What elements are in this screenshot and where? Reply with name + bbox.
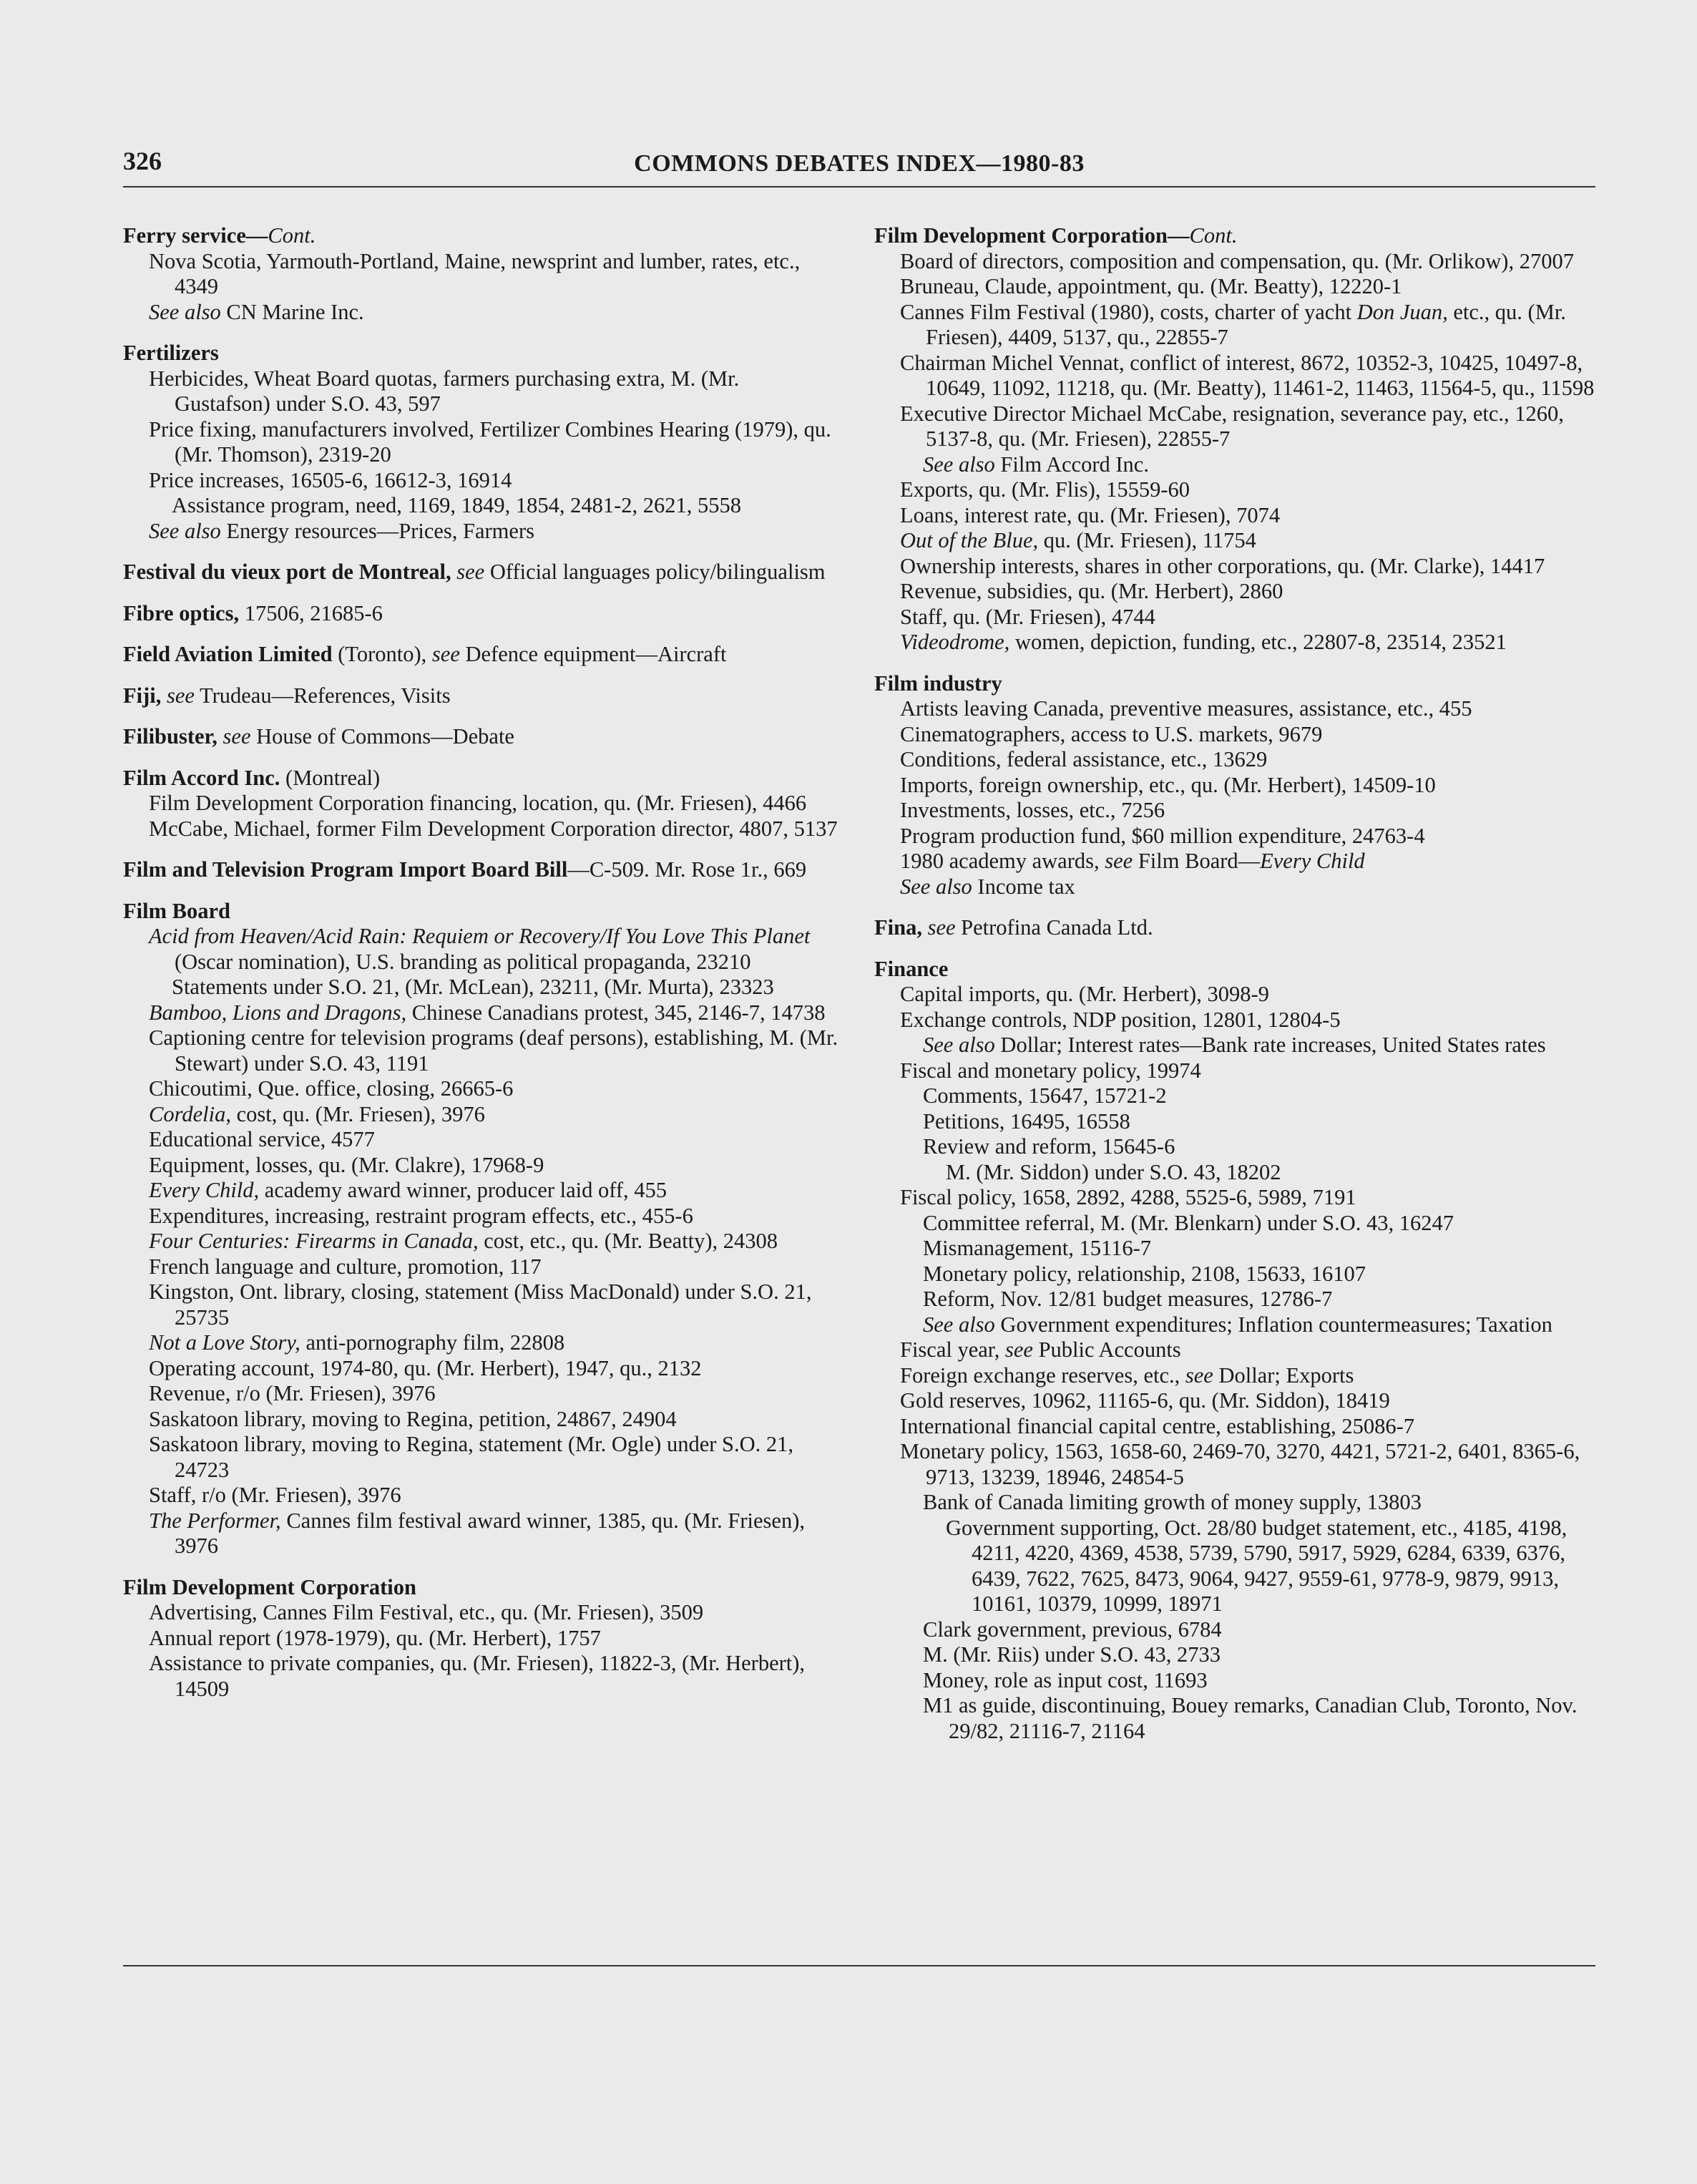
subentry-text: Gold reserves, 10962, 11165-6, qu. (Mr. Siddon), 18419 <box>900 1388 1390 1413</box>
heading-dash: — <box>1168 223 1190 248</box>
subentry-line <box>149 1651 838 1702</box>
subentry-text: Kingston, Ont. library, closing, statement (Miss MacDonald) under S.O. 21, 25735 <box>149 1279 812 1330</box>
subentry-italic: See also <box>923 1033 995 1057</box>
subentry-line <box>900 722 1597 748</box>
subentry-line <box>149 468 838 494</box>
subentry-text: Bruneau, Claude, appointment, qu. (Mr. Beatty), 12220-1 <box>900 274 1402 298</box>
entry-heading <box>123 560 838 585</box>
index-entry <box>123 223 838 325</box>
index-entry <box>874 915 1597 941</box>
subentry-text: Capital imports, qu. (Mr. Herbert), 3098-9 <box>900 982 1269 1006</box>
entry-heading <box>123 724 838 750</box>
entry-heading <box>123 857 838 883</box>
heading-term: Fertilizers <box>123 341 219 365</box>
subentry-text: Expenditures, increasing, restraint program effects, etc., 455-6 <box>149 1203 693 1228</box>
subentry-text: Clark government, previous, 6784 <box>923 1617 1222 1642</box>
subentry-text: Bank of Canada limiting growth of money supply, 13803 <box>923 1490 1422 1514</box>
subentry-text: Fiscal year, <box>900 1337 1005 1362</box>
subentry-text: Price fixing, manufacturers involved, Fertilizer Combines Hearing (1979), qu. (Mr. Thomson), 2319-20 <box>149 416 831 467</box>
entry-heading <box>123 223 838 249</box>
heading-term: Filibuster, <box>123 724 217 749</box>
subentry-line <box>923 1236 1597 1262</box>
subentry-text: etc., qu. (Mr. Friesen), 4409, 5137, qu., 22855-7 <box>926 299 1566 349</box>
subentry-text: Exports, qu. (Mr. Flis), 15559-60 <box>900 477 1190 502</box>
heading-rest: House of Commons—Debate <box>250 724 514 749</box>
subentry-line <box>900 874 1597 900</box>
subentry-text: Assistance program, need, 1169, 1849, 1854, 2481-2, 2621, 5558 <box>172 493 741 517</box>
subentry-italic: The Performer, <box>149 1508 281 1533</box>
subentry-line <box>923 1287 1597 1312</box>
subentry-text: Film Development Corporation financing, location, qu. (Mr. Friesen), 4466 <box>149 791 807 815</box>
left-column <box>123 223 838 1717</box>
heading-term: Fibre optics, <box>123 600 240 625</box>
subentry-text: Chicoutimi, Que. office, closing, 26665-6 <box>149 1076 514 1101</box>
index-entry <box>123 766 838 842</box>
subentry-text: Money, role as input cost, 11693 <box>923 1667 1208 1692</box>
subentry-italic: Cordelia, <box>149 1101 231 1126</box>
entry-heading <box>123 899 838 925</box>
index-entry <box>874 223 1597 655</box>
subentry-text: Captioning centre for television programs (deaf persons), establishing, M. (Mr. Stewart) under S.O. 43, 1191 <box>149 1025 838 1076</box>
subentry-text: Committee referral, M. (Mr. Blenkarn) under S.O. 43, 16247 <box>923 1210 1454 1235</box>
index-entry <box>123 683 838 709</box>
subentry-line <box>923 1617 1597 1643</box>
subentry-line <box>149 1600 838 1626</box>
subentry-line <box>149 1483 838 1508</box>
subentry-text: cost, qu. (Mr. Friesen), 3976 <box>230 1101 485 1126</box>
subentry-text: French language and culture, promotion, 117 <box>149 1254 542 1279</box>
subentry-line <box>900 824 1597 849</box>
subentry-line <box>900 1414 1597 1440</box>
subentry-line <box>946 1160 1597 1186</box>
subentry-text: Saskatoon library, moving to Regina, statement (Mr. Ogle) under S.O. 21, 24723 <box>149 1432 794 1482</box>
index-entry <box>123 1575 838 1702</box>
subentry-text: Petitions, 16495, 16558 <box>923 1108 1130 1134</box>
subentry-line <box>900 249 1597 275</box>
subentry-line <box>900 982 1597 1008</box>
subentry-line <box>149 1279 838 1330</box>
subentry-text: Saskatoon library, moving to Regina, petition, 24867, 24904 <box>149 1406 677 1431</box>
subentry-line <box>149 519 838 545</box>
subentry-line <box>149 300 838 326</box>
subentry-line <box>149 1229 838 1254</box>
subentry-line <box>149 1626 838 1652</box>
subentry-line <box>900 401 1597 452</box>
subentry-line <box>900 696 1597 722</box>
heading-rest: 17506, 21685-6 <box>239 600 383 625</box>
subentry-italic: Acid from Heaven/Acid Rain: Requiem or Recovery/If You Love This Planet <box>149 924 811 948</box>
subentry-text: Artists leaving Canada, preventive measures, assistance, etc., 455 <box>900 696 1472 721</box>
subentry-italic: Every Child, <box>149 1178 260 1202</box>
subentry-line <box>900 1185 1597 1211</box>
subentry-line <box>923 1668 1597 1694</box>
heading-term: Film Development Corporation <box>123 1574 416 1599</box>
subentry-text: Energy resources—Prices, Farmers <box>220 518 534 543</box>
heading-term: Film industry <box>874 671 1002 696</box>
subentry-line <box>149 1508 838 1559</box>
subentry-italic: Bamboo, Lions and Dragons, <box>149 1000 407 1025</box>
subentry-text: Foreign exchange reserves, etc., <box>900 1362 1185 1388</box>
subentry-text: CN Marine Inc. <box>220 299 364 324</box>
subentry-text: Price increases, 16505-6, 16612-3, 16914 <box>149 467 512 492</box>
subentry-text: Exchange controls, NDP position, 12801, 12804-5 <box>900 1007 1341 1032</box>
subentry-line <box>149 1407 838 1433</box>
entry-heading <box>874 915 1597 941</box>
subentry-line <box>149 1254 838 1280</box>
subentry-text: Loans, interest rate, qu. (Mr. Friesen), 7074 <box>900 502 1281 527</box>
heading-term: Finance <box>874 956 949 981</box>
subentry-line <box>149 1153 838 1179</box>
entry-heading <box>123 1575 838 1601</box>
subentry-line <box>900 579 1597 605</box>
subentry-text: Mismanagement, 15116-7 <box>923 1236 1152 1260</box>
subentry-text: Review and reform, 15645-6 <box>923 1134 1175 1159</box>
subentry-line <box>900 1337 1597 1363</box>
entry-heading <box>123 341 838 366</box>
subentry-line <box>900 605 1597 630</box>
subentry-text: M. (Mr. Riis) under S.O. 43, 2733 <box>923 1642 1221 1667</box>
subentry-text: Cinematographers, access to U.S. markets, 9679 <box>900 721 1323 746</box>
heading-italic: see <box>921 915 956 940</box>
heading-italic: Cont. <box>1189 223 1238 248</box>
subentry-text: Statements under S.O. 21, (Mr. McLean), 23211, (Mr. Murta), 23323 <box>172 975 774 999</box>
index-entry <box>874 671 1597 900</box>
heading-italic: Cont. <box>268 223 316 248</box>
subentry-line <box>900 528 1597 554</box>
index-entry <box>874 957 1597 1745</box>
subentry-text: Nova Scotia, Yarmouth-Portland, Maine, newsprint and lumber, rates, etc., 4349 <box>149 248 801 298</box>
subentry-line <box>923 452 1597 478</box>
subentry-text: Monetary policy, relationship, 2108, 15633, 16107 <box>923 1261 1366 1286</box>
entry-heading <box>874 957 1597 983</box>
heading-italic: see <box>451 560 485 584</box>
subentry-line <box>900 630 1597 655</box>
subentry-line <box>900 798 1597 824</box>
heading-term: Film Board <box>123 898 230 923</box>
subentry-italic: see <box>1105 849 1133 873</box>
subentry-line <box>900 1363 1597 1389</box>
subentry-line <box>923 1211 1597 1237</box>
heading-rest: (Montreal) <box>280 765 381 790</box>
heading-term: Film Development Corporation <box>874 223 1168 248</box>
subentry-line <box>900 1439 1597 1490</box>
subentry-text: Assistance to private companies, qu. (Mr. Friesen), 11822-3, (Mr. Herbert), 14509 <box>149 1651 806 1701</box>
subentry-line <box>149 1432 838 1483</box>
heading-italic: see <box>161 683 195 708</box>
subentry-text: Equipment, losses, qu. (Mr. Clakre), 17968-9 <box>149 1152 544 1177</box>
heading-term: Festival du vieux port de Montreal, <box>123 560 451 584</box>
index-entry <box>123 560 838 585</box>
subentry-italic: See also <box>149 299 221 324</box>
subentry-line <box>149 1381 838 1407</box>
subentry-line <box>149 1204 838 1229</box>
heading-rest: Official languages policy/bilingualism <box>484 560 826 584</box>
subentry-italic: Four Centuries: Firearms in Canada, <box>149 1229 479 1253</box>
subentry-line <box>149 417 838 468</box>
heading-dash: — <box>245 223 268 248</box>
subentry-text: Comments, 15647, 15721-2 <box>923 1083 1167 1108</box>
heading-rest: (Toronto), <box>332 642 427 666</box>
footer-rule <box>123 1965 1595 1966</box>
heading-rest: Defence equipment—Aircraft <box>459 642 727 666</box>
subentry-line <box>900 1388 1597 1414</box>
subentry-line <box>149 1330 838 1356</box>
subentry-line <box>172 493 838 519</box>
subentry-text: Government supporting, Oct. 28/80 budget statement, etc., 4185, 4198, 4211, 4220, 4369, 4538, 5739, 5790, 5917, 5929, 6284, 6339, 6376, 6439, 7622, 7625, 8473, 9064, 9427, 9559-61, 9778-9, 9879, 9913, 10161, 10379, 10999, 18971 <box>946 1515 1568 1616</box>
subentry-line <box>923 1033 1597 1058</box>
subentry-text: Public Accounts <box>1032 1337 1181 1362</box>
subentry-text: Government expenditures; Inflation countermeasures; Taxation <box>994 1312 1552 1337</box>
subentry-line <box>923 1490 1597 1516</box>
heading-term: Film and Television Program Import Board Bill <box>123 857 568 882</box>
heading-rest: —C-509. Mr. Rose 1r., 669 <box>567 857 807 882</box>
subentry-text: Fiscal policy, 1658, 2892, 4288, 5525-6, 5989, 7191 <box>900 1185 1356 1209</box>
subentry-text: cost, etc., qu. (Mr. Beatty), 24308 <box>478 1229 778 1253</box>
subentry-italic: Every Child <box>1260 849 1365 873</box>
subentry-text: Imports, foreign ownership, etc., qu. (Mr. Herbert), 14509-10 <box>900 772 1436 797</box>
subentry-text: McCabe, Michael, former Film Development Corporation director, 4807, 5137 <box>149 816 838 841</box>
entry-heading <box>874 223 1597 249</box>
subentry-line <box>172 975 838 1000</box>
running-title: COMMONS DEBATES INDEX—1980-83 <box>634 150 1085 177</box>
subentry-text: Chairman Michel Vennat, conflict of interest, 8672, 10352-3, 10425, 10497-8, 10649, 11092, 11218, qu. (Mr. Beatty), 11461-2, 11463, 11564-5, qu., 11598 <box>900 350 1595 400</box>
page-header <box>123 146 1595 187</box>
subentry-text: Dollar; Interest rates—Bank rate increases, United States rates <box>994 1033 1546 1057</box>
entry-heading <box>123 601 838 627</box>
subentry-text: anti-pornography film, 22808 <box>300 1330 565 1355</box>
subentry-italic: see <box>1185 1362 1213 1388</box>
subentry-text: Investments, losses, etc., 7256 <box>900 798 1165 822</box>
subentry-text: Cannes Film Festival (1980), costs, charter of yacht <box>900 299 1357 324</box>
subentry-line <box>900 477 1597 503</box>
subentry-text: Revenue, subsidies, qu. (Mr. Herbert), 2860 <box>900 579 1283 603</box>
subentry-italic: Not a Love Story, <box>149 1330 300 1355</box>
subentry-text: Conditions, federal assistance, etc., 13629 <box>900 747 1268 771</box>
subentry-italic: See also <box>149 518 221 543</box>
subentry-text: Fiscal and monetary policy, 19974 <box>900 1058 1201 1083</box>
subentry-line <box>149 924 838 975</box>
subentry-text: Chinese Canadians protest, 345, 2146-7, 14738 <box>406 1000 826 1025</box>
subentry-line <box>149 791 838 816</box>
subentry-text: Income tax <box>972 874 1075 899</box>
subentry-line <box>900 747 1597 773</box>
subentry-italic: Videodrome, <box>900 630 1010 654</box>
subentry-text: Herbicides, Wheat Board quotas, farmers purchasing extra, M. (Mr. Gustafson) under S.O. 43, 597 <box>149 366 740 416</box>
subentry-text: academy award winner, producer laid off, 455 <box>259 1178 667 1202</box>
subentry-line <box>900 351 1597 401</box>
subentry-line <box>900 274 1597 300</box>
subentry-italic: see <box>1005 1337 1033 1362</box>
subentry-text: Program production fund, $60 million expenditure, 24763-4 <box>900 823 1425 848</box>
subentry-italic: See also <box>900 874 972 899</box>
subentry-text: qu. (Mr. Friesen), 11754 <box>1038 528 1256 552</box>
subentry-line <box>900 300 1597 351</box>
subentry-line <box>900 1058 1597 1084</box>
index-entry <box>123 601 838 627</box>
heading-italic: see <box>426 642 460 666</box>
subentry-italic: Don Juan, <box>1356 299 1448 324</box>
subentry-text: Operating account, 1974-80, qu. (Mr. Herbert), 1947, qu., 2132 <box>149 1355 702 1380</box>
subentry-text: Staff, r/o (Mr. Friesen), 3976 <box>149 1483 401 1507</box>
subentry-text: Revenue, r/o (Mr. Friesen), 3976 <box>149 1381 436 1405</box>
subentry-text: Board of directors, composition and compensation, qu. (Mr. Orlikow), 27007 <box>900 248 1574 273</box>
subentry-text: Film Accord Inc. <box>994 452 1149 477</box>
subentry-line <box>149 1000 838 1026</box>
subentry-line <box>923 1642 1597 1668</box>
subentry-line <box>900 773 1597 799</box>
subentry-text: Educational service, 4577 <box>149 1127 375 1151</box>
subentry-line <box>149 1356 838 1382</box>
entry-heading <box>874 671 1597 697</box>
subentry-text: Advertising, Cannes Film Festival, etc., qu. (Mr. Friesen), 3509 <box>149 1600 704 1624</box>
subentry-line <box>923 1262 1597 1287</box>
subentry-text: women, depiction, funding, etc., 22807-8, 23514, 23521 <box>1009 630 1507 654</box>
subentry-text: M. (Mr. Siddon) under S.O. 43, 18202 <box>946 1159 1281 1184</box>
subentry-line <box>149 1178 838 1204</box>
subentry-text: 1980 academy awards, <box>900 849 1105 873</box>
subentry-text: Dollar; Exports <box>1213 1362 1354 1388</box>
subentry-italic: See also <box>923 452 995 477</box>
subentry-line <box>149 816 838 842</box>
subentry-text: M1 as guide, discontinuing, Bouey remarks, Canadian Club, Toronto, Nov. 29/82, 21116-7, 21164 <box>923 1693 1578 1743</box>
subentry-text: Cannes film festival award winner, 1385, qu. (Mr. Friesen), 3976 <box>175 1508 806 1558</box>
right-column <box>874 223 1597 1760</box>
subentry-line <box>900 849 1597 874</box>
subentry-line <box>923 1083 1597 1109</box>
index-entry <box>123 341 838 544</box>
entry-heading <box>123 642 838 668</box>
subentry-line <box>149 366 838 417</box>
heading-term: Fiji, <box>123 683 162 708</box>
subentry-line <box>900 503 1597 529</box>
entry-heading <box>123 766 838 791</box>
subentry-line <box>923 1109 1597 1135</box>
subentry-text: Annual report (1978-1979), qu. (Mr. Herbert), 1757 <box>149 1625 601 1650</box>
subentry-line <box>923 1134 1597 1160</box>
heading-term: Film Accord Inc. <box>123 765 280 790</box>
index-entry <box>123 642 838 668</box>
page-number: 326 <box>123 147 162 175</box>
subentry-text: (Oscar nomination), U.S. branding as political propaganda, 23210 <box>175 949 751 974</box>
subentry-text: International financial capital centre, establishing, 25086-7 <box>900 1413 1415 1438</box>
subentry-text: Film Board— <box>1133 849 1261 873</box>
subentry-line <box>149 1025 838 1076</box>
subentry-text: Staff, qu. (Mr. Friesen), 4744 <box>900 604 1155 629</box>
subentry-text: Reform, Nov. 12/81 budget measures, 12786-7 <box>923 1287 1333 1311</box>
subentry-line <box>900 554 1597 580</box>
subentry-line <box>946 1516 1597 1617</box>
index-entry <box>123 724 838 750</box>
subentry-line <box>149 1127 838 1153</box>
heading-term: Field Aviation Limited <box>123 642 333 666</box>
index-entry <box>123 899 838 1559</box>
entry-heading <box>123 683 838 709</box>
subentry-line <box>900 1008 1597 1033</box>
subentry-line <box>149 1102 838 1128</box>
subentry-line <box>149 249 838 300</box>
subentry-line <box>923 1693 1597 1744</box>
heading-italic: see <box>217 724 251 749</box>
subentry-italic: See also <box>923 1312 995 1337</box>
subentry-line <box>923 1312 1597 1338</box>
subentry-text: Ownership interests, shares in other corporations, qu. (Mr. Clarke), 14417 <box>900 553 1545 578</box>
subentry-text: Monetary policy, 1563, 1658-60, 2469-70, 3270, 4421, 5721-2, 6401, 8365-6, 9713, 13239, 18946, 24854-5 <box>900 1439 1580 1489</box>
subentry-text: Executive Director Michael McCabe, resignation, severance pay, etc., 1260, 5137-8, qu. (Mr. Friesen), 22855-7 <box>900 401 1564 451</box>
heading-term: Fina, <box>874 915 922 940</box>
heading-term: Ferry service <box>123 223 246 248</box>
heading-rest: Trudeau—References, Visits <box>194 683 451 708</box>
subentry-italic: Out of the Blue, <box>900 528 1039 552</box>
heading-rest: Petrofina Canada Ltd. <box>955 915 1153 940</box>
subentry-line <box>149 1076 838 1102</box>
index-entry <box>123 857 838 883</box>
